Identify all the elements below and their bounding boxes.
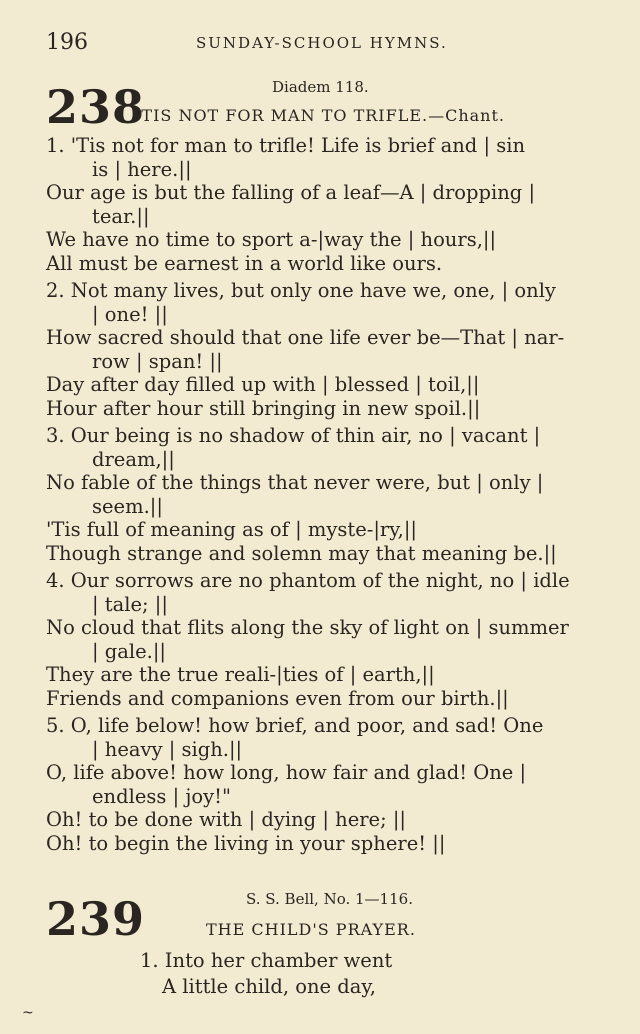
running-title: SUNDAY-SCHOOL HYMNS. — [196, 34, 448, 52]
verse-line: Our age is but the falling of a leaf—A | dropping | — [46, 181, 536, 204]
hymn-title: THE CHILD'S PRAYER. — [206, 920, 416, 939]
verse-line: tear.|| — [92, 204, 150, 228]
verse-line: | tale; || — [92, 592, 168, 616]
verse-line: is | here.|| — [92, 157, 192, 181]
verse-line: 5. O, life below! how brief, and poor, and sad! One — [46, 714, 544, 737]
verse-line: 1. 'Tis not for man to trifle! Life is brief and | sin — [46, 134, 526, 157]
stanza — [46, 569, 606, 710]
verse-line: Though strange and solemn may that meaning be.|| — [46, 541, 557, 565]
verse-line: Oh! to be done with | dying | here; || — [46, 808, 406, 831]
verse-line: dream,|| — [92, 447, 175, 471]
verse-line: 4. Our sorrows are no phantom of the night, no | idle — [46, 569, 570, 592]
hymn-title: 'TIS NOT FOR MAN TO TRIFLE.—Chant. — [136, 106, 505, 125]
verse-line: O, life above! how long, how fair and glad! One | — [46, 761, 527, 784]
hymn-number: 239 — [46, 892, 146, 946]
hymn-number: 238 — [46, 80, 146, 134]
verse-line: All must be earnest in a world like ours. — [46, 251, 443, 275]
stanza — [46, 134, 606, 275]
tune-name: S. S. Bell, No. 1—116. — [246, 890, 413, 908]
hymn-238-header — [46, 78, 606, 132]
verse-line: Friends and companions even from our birth.|| — [46, 686, 509, 710]
verse-line: | gale.|| — [92, 639, 166, 663]
verse-line: They are the true reali-|ties of | earth,|| — [46, 663, 435, 686]
hymn-238-verses — [46, 134, 606, 859]
page-number: 196 — [46, 30, 88, 55]
running-head — [46, 30, 594, 56]
verse-line: | heavy | sigh.|| — [92, 737, 243, 761]
verse-line: 1. Into her chamber went — [140, 949, 393, 972]
tune-name: Diadem 118. — [272, 78, 369, 96]
verse-line: No fable of the things that never were, but | only | — [46, 471, 544, 494]
verse-line: Day after day filled up with | blessed | toil,|| — [46, 373, 480, 396]
stanza — [46, 279, 606, 420]
verse-line: How sacred should that one life ever be—That | nar- — [46, 326, 565, 349]
verse-line: endless | joy!" — [92, 784, 231, 808]
stanza — [46, 714, 606, 855]
verse-line: We have no time to sport a-|way the | hours,|| — [46, 228, 497, 251]
verse-line: No cloud that flits along the sky of light on | summer — [46, 616, 569, 639]
printer-mark: ~ — [22, 1005, 34, 1021]
verse-line: Oh! to begin the living in your sphere! || — [46, 831, 446, 855]
verse-line: A little child, one day, — [162, 975, 377, 998]
verse-line: seem.|| — [92, 494, 163, 518]
verse-line: Hour after hour still bringing in new spoil.|| — [46, 396, 481, 420]
verse-line: row | span! || — [92, 349, 223, 373]
hymn-239-verses — [140, 948, 392, 1000]
stanza — [46, 424, 606, 565]
verse-line: | one! || — [92, 302, 168, 326]
hymn-239-header — [46, 890, 606, 944]
verse-line: 'Tis full of meaning as of | myste-|ry,|| — [46, 518, 417, 541]
verse-line: 3. Our being is no shadow of thin air, no | vacant | — [46, 424, 541, 447]
verse-line: 2. Not many lives, but only one have we, one, | only — [46, 279, 556, 302]
